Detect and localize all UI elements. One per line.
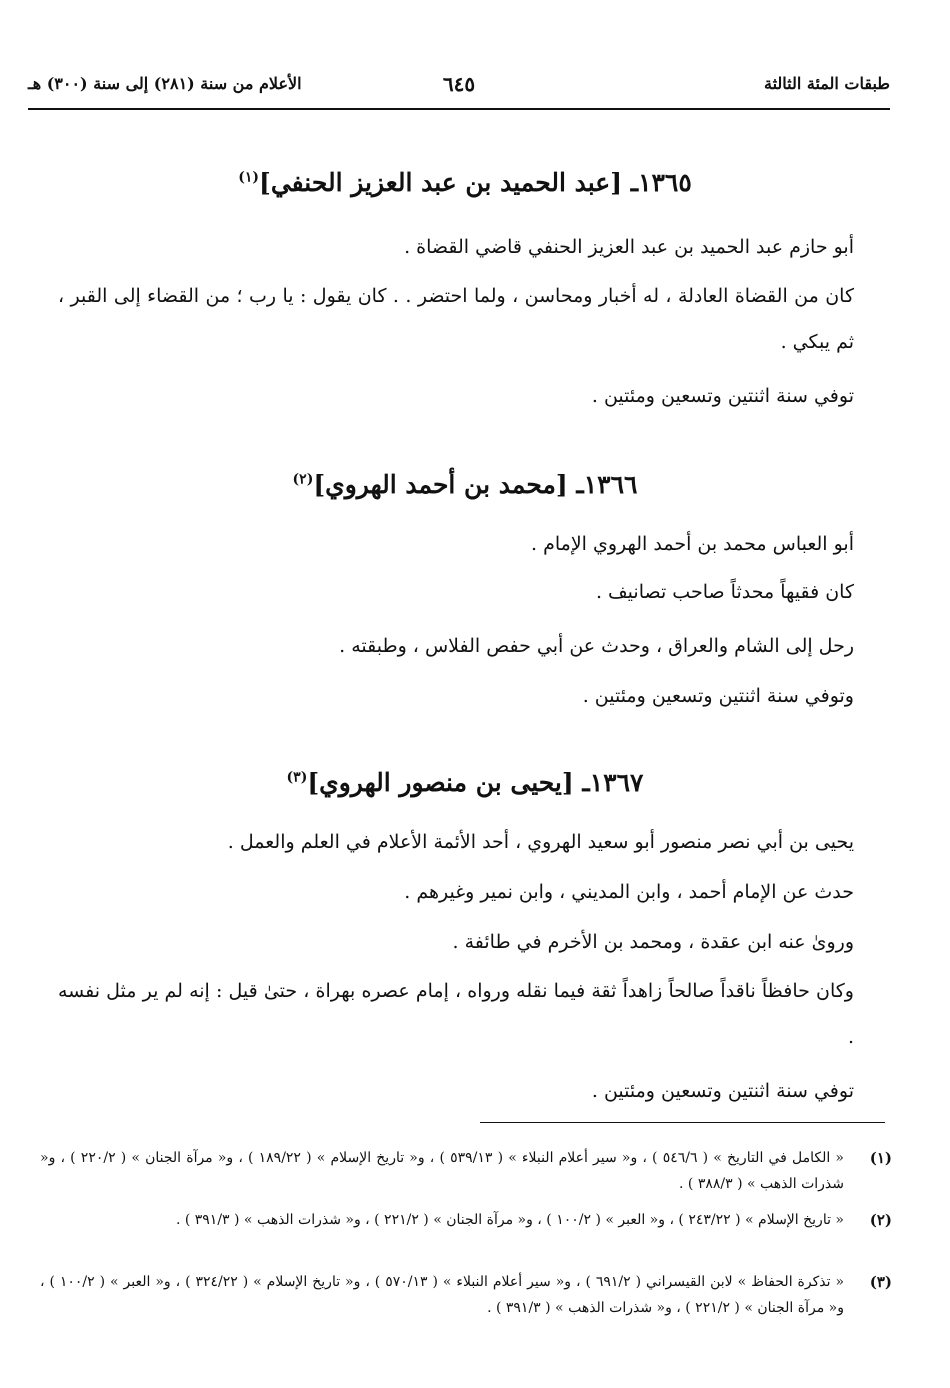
entry-paragraph: توفي سنة اثنتين وتسعين ومئتين . xyxy=(591,385,854,407)
entry-paragraph: حدث عن الإمام أحمد ، وابن المديني ، وابن نمير وغيرهم . xyxy=(404,881,854,903)
entry-title-1367 xyxy=(40,768,890,797)
header-section-title: الأعلام من سنة (٢٨١) إلى سنة (٣٠٠) هـ xyxy=(28,74,302,93)
footnote-ref: (٢) xyxy=(292,471,314,488)
footnote-number: (١) xyxy=(869,1149,892,1167)
running-header xyxy=(28,72,890,104)
footnote-number: (٢) xyxy=(869,1211,892,1229)
page-number: ٦٤٥ xyxy=(442,72,476,96)
footnote-ref: (١) xyxy=(238,169,259,186)
entry-title-1366 xyxy=(40,470,890,499)
footnote-number: (٣) xyxy=(869,1273,892,1291)
header-book-title: طبقات المئة الثالثة xyxy=(763,74,890,93)
entry-title-text: ١٣٦٦ـ [محمد بن أحمد الهروي] xyxy=(313,470,638,499)
entry-paragraph: وروىٰ عنه ابن عقدة ، ومحمد بن الأخرم في طائفة . xyxy=(452,931,854,953)
entry-title-1365 xyxy=(40,168,890,197)
entry-paragraph: وكان حافظاً ناقداً صالحاً زاهداً ثقة فيما نقله ورواه ، إمام عصره بهراة ، حتىٰ قيل : إنه لم ير مثل نفسه . xyxy=(58,980,854,1048)
header-divider xyxy=(28,108,890,110)
entry-paragraph: رحل إلى الشام والعراق ، وحدث عن أبي حفص الفلاس ، وطبقته . xyxy=(339,635,854,657)
entry-title-text: ١٣٦٥ـ [عبد الحميد بن عبد العزيز الحنفي] xyxy=(258,168,692,197)
footnote-text: « تاريخ الإسلام » ( ٢٤٣/٢٢ ) ، و« العبر » ( ١٠٠/٢ ) ، و« مرآة الجنان » ( ٢٢١/٢ ) ، و« شذرات الذهب » ( ٣٩١/٣ ) . xyxy=(175,1212,844,1228)
footnote-divider xyxy=(480,1122,885,1123)
footnote-text: « الكامل في التاريخ » ( ٥٤٦/٦ ) ، و« سير أعلام النبلاء » ( ٥٣٩/١٣ ) ، و« تاريخ الإسلام » ( ١٨٩/٢٢ ) ، و« مرآة الجنان » ( ٢٢٠/٢ ) ، و« شذرات الذهب » ( ٣٨٨/٣ ) . xyxy=(40,1150,844,1192)
entry-paragraph: وتوفي سنة اثنتين وتسعين ومئتين . xyxy=(582,685,854,707)
footnote-ref: (٣) xyxy=(286,769,308,786)
entry-title-text: ١٣٦٧ـ [يحيى بن منصور الهروي] xyxy=(307,768,644,797)
entry-paragraph: كان من القضاة العادلة ، له أخبار ومحاسن ، ولما احتضر . . كان يقول : يا رب ؛ من القضاء إلى القبر ، ثم يبكي . xyxy=(58,285,854,353)
entry-paragraph: أبو حازم عبد الحميد بن عبد العزيز الحنفي قاضي القضاة . xyxy=(404,236,854,258)
footnote-text: « تذكرة الحفاظ » لابن القيسراني ( ٦٩١/٢ ) ، و« سير أعلام النبلاء » ( ٥٧٠/١٣ ) ، و« تاريخ الإسلام » ( ٣٢٤/٢٢ ) ، و« العبر » ( ١٠٠/٢ ) ، و« مرآة الجنان » ( ٢٢١/٢ ) ، و« شذرات الذهب » ( ٣٩١/٣ ) . xyxy=(40,1274,845,1316)
entry-paragraph: يحيى بن أبي نصر منصور أبو سعيد الهروي ، أحد الأئمة الأعلام في العلم والعمل . xyxy=(227,831,854,853)
entry-paragraph: كان فقيهاً محدثاً صاحب تصانيف . xyxy=(595,581,854,603)
entry-paragraph: أبو العباس محمد بن أحمد الهروي الإمام . xyxy=(531,533,854,555)
footnote-3 xyxy=(40,1269,892,1321)
footnote-2 xyxy=(40,1207,892,1233)
entry-paragraph: توفي سنة اثنتين وتسعين ومئتين . xyxy=(591,1080,854,1102)
footnote-1 xyxy=(40,1145,892,1197)
